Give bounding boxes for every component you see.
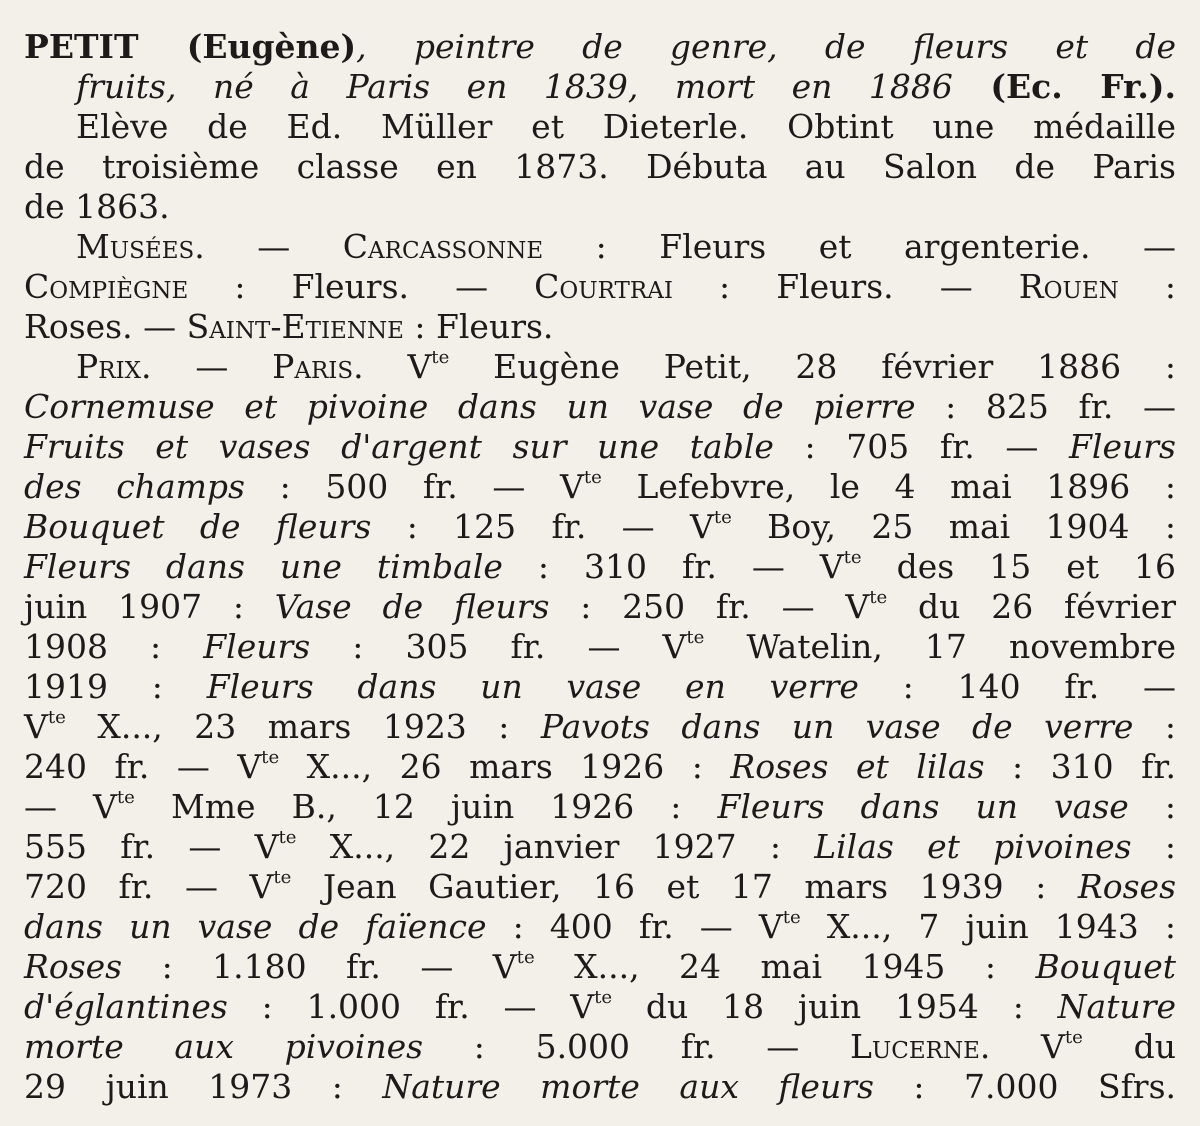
text-span: : [1118, 267, 1176, 306]
superscript: te [869, 587, 888, 609]
text-line [24, 707, 1176, 747]
artwork-title: d'églantines [24, 987, 228, 1026]
text-span: 1908 : [24, 627, 204, 666]
text-span: — [151, 347, 273, 386]
text-line [24, 987, 1176, 1027]
artwork-title: Fleurs [1069, 427, 1176, 466]
text-line [76, 107, 1176, 147]
text-span: Mme B., 12 juin 1926 : [134, 787, 718, 826]
text-line [24, 867, 1176, 907]
text-span: du [1082, 1027, 1176, 1066]
text-span: de troisième classe en 1873. Débuta au Salon de Paris [24, 147, 1176, 186]
place-name: Compiègne [24, 267, 189, 306]
place-name: Carcassonne [342, 227, 544, 266]
section-label: Prix. [76, 347, 152, 386]
text-span: Elève de Ed. Müller et Dieterle. Obtint une médaille [76, 107, 1176, 146]
text-span: : Fleurs. — [188, 267, 535, 306]
text-span: : 705 fr. — [773, 427, 1070, 466]
text-span: 240 fr. — V [24, 747, 262, 786]
text-line [24, 1027, 1176, 1067]
text-span: : 310 fr. [984, 747, 1176, 786]
artwork-title: Lilas et pivoines [814, 827, 1132, 866]
text-line [24, 467, 1176, 507]
artwork-title: Roses [1077, 867, 1177, 906]
text-span: fruits, né à Paris en 1839, mort en 1886 [76, 67, 953, 106]
superscript: te [431, 347, 450, 369]
text-span: : 400 fr. — V [486, 907, 783, 946]
text-span: — [204, 227, 343, 266]
artwork-title: Nature [1057, 987, 1176, 1026]
text-span: V [363, 347, 432, 386]
text-span: : 250 fr. — V [549, 587, 870, 626]
superscript: te [583, 467, 602, 489]
text-span: : Fleurs et argenterie. — [543, 227, 1176, 266]
text-span: Roses. — [24, 307, 187, 346]
artwork-title: Bouquet [1035, 947, 1176, 986]
text-line [24, 627, 1176, 667]
text-line [24, 307, 1176, 347]
text-line [24, 907, 1176, 947]
text-span: : Fleurs. [403, 307, 554, 346]
text-span: 720 fr. — V [24, 867, 274, 906]
superscript: te [261, 747, 280, 769]
text-span: : 310 fr. — V [502, 547, 844, 586]
text-span: de 1863. [24, 187, 170, 226]
artwork-title: Fleurs [203, 627, 311, 666]
artwork-title: Vase de fleurs [274, 587, 550, 626]
superscript: te [594, 987, 613, 1009]
text-line [24, 1067, 1176, 1107]
superscript: te [116, 787, 135, 809]
text-line [24, 787, 1176, 827]
artwork-title: Pavots dans un vase de verre [540, 707, 1134, 746]
text-line [24, 547, 1176, 587]
text-line [24, 507, 1176, 547]
artwork-title: Bouquet de fleurs [24, 507, 372, 546]
section-label: Musées. [76, 227, 205, 266]
superscript: te [278, 827, 297, 849]
text-span: : 825 fr. — [915, 387, 1176, 426]
text-line [24, 667, 1176, 707]
superscript: te [713, 507, 732, 529]
text-span: Boy, 25 mai 1904 : [731, 507, 1176, 546]
text-span: : 5.000 fr. — [423, 1027, 850, 1066]
text-span: : 305 fr. — V [310, 627, 687, 666]
superscript: te [47, 707, 66, 729]
text-span: , peintre de genre, de fleurs et de [356, 27, 1177, 66]
school-tag: (Ec. Fr.). [952, 67, 1177, 106]
text-span: : 140 fr. — [858, 667, 1177, 706]
superscript: te [782, 907, 801, 929]
text-line [24, 827, 1176, 867]
text-span: X..., 7 juin 1943 : [800, 907, 1176, 946]
text-span: X..., 26 mars 1926 : [279, 747, 731, 786]
text-span: Lefebvre, le 4 mai 1896 : [601, 467, 1176, 506]
place-name: Rouen [1018, 267, 1119, 306]
text-span: : 500 fr. — V [244, 467, 584, 506]
artwork-title: Cornemuse et pivoine dans un vase de pierre [24, 387, 916, 426]
text-span: du 18 juin 1954 : [612, 987, 1058, 1026]
place-name: Saint-Etienne [186, 307, 404, 346]
text-span: Watelin, 17 novembre [704, 627, 1176, 666]
text-span: 555 fr. — V [24, 827, 279, 866]
text-span: du 26 février [887, 587, 1176, 626]
text-span: V [24, 707, 48, 746]
place-name: Lucerne. [849, 1027, 991, 1066]
artwork-title: Fruits et vases d'argent sur une table [24, 427, 774, 466]
text-span: X..., 24 mai 1945 : [534, 947, 1036, 986]
superscript: te [1064, 1027, 1083, 1049]
text-span: 1919 : [24, 667, 207, 706]
text-line [24, 147, 1176, 187]
place-name: Courtrai [534, 267, 673, 306]
text-line [24, 387, 1176, 427]
artwork-title: Roses et lilas [730, 747, 985, 786]
artwork-title: Roses [24, 947, 123, 986]
superscript: te [843, 547, 862, 569]
text-span: juin 1907 : [24, 587, 275, 626]
text-span: X..., 22 janvier 1927 : [296, 827, 815, 866]
text-span: : 7.000 Sfrs. [873, 1067, 1176, 1106]
text-span: : 1.180 fr. — V [122, 947, 517, 986]
text-span: V [990, 1027, 1065, 1066]
text-span: : 125 fr. — V [371, 507, 714, 546]
place-name: Paris. [272, 347, 364, 386]
text-line [76, 347, 1176, 387]
text-span: : Fleurs. — [672, 267, 1019, 306]
artwork-title: des champs [24, 467, 245, 506]
artwork-title: morte aux pivoines [24, 1027, 424, 1066]
text-span: : [1128, 787, 1176, 826]
artwork-title: dans un vase de faïence [24, 907, 487, 946]
text-span: des 15 et 16 [861, 547, 1176, 586]
text-line [24, 747, 1176, 787]
text-line [24, 267, 1176, 307]
text-span: — V [24, 787, 117, 826]
text-line [24, 187, 1176, 227]
text-span: : [1131, 827, 1176, 866]
text-line [76, 227, 1176, 267]
artwork-title: Nature morte aux fleurs [382, 1067, 874, 1106]
superscript: te [686, 627, 705, 649]
text-line [24, 587, 1176, 627]
superscript: te [273, 867, 292, 889]
text-line [24, 427, 1176, 467]
text-span: X..., 23 mars 1923 : [65, 707, 541, 746]
text-line [76, 67, 1176, 107]
artwork-title: Fleurs dans une timbale [24, 547, 503, 586]
artwork-title: Fleurs dans un vase en verre [206, 667, 859, 706]
superscript: te [516, 947, 535, 969]
text-span: Eugène Petit, 28 février 1886 : [449, 347, 1177, 386]
text-span: 29 juin 1973 : [24, 1067, 383, 1106]
text-span: : 1.000 fr. — V [227, 987, 595, 1026]
text-span: Jean Gautier, 16 et 17 mars 1939 : [291, 867, 1078, 906]
text-line [24, 27, 1176, 67]
text-span: : [1133, 707, 1176, 746]
artwork-title: Fleurs dans un vase [717, 787, 1129, 826]
entry-heading: PETIT (Eugène) [24, 27, 357, 66]
text-line [24, 947, 1176, 987]
